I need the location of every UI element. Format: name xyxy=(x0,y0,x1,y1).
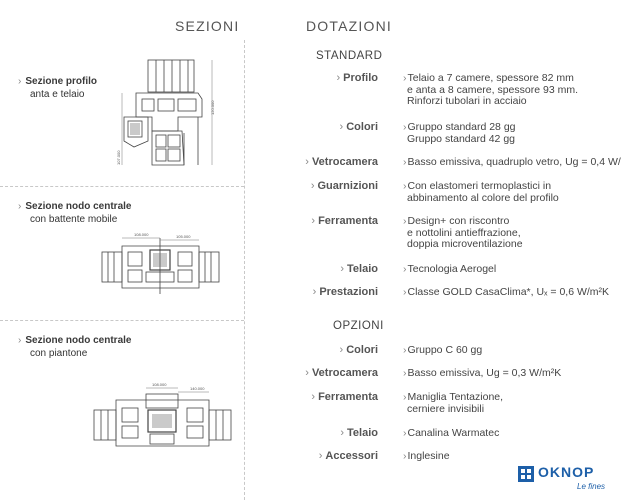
opzioni-subheading: OPZIONI xyxy=(333,320,384,332)
standard-label-colori xyxy=(340,121,378,133)
arrow-icon: › xyxy=(340,427,345,439)
row-label-text: Colori xyxy=(346,121,378,133)
value-line: Gruppo standard 42 gg xyxy=(407,132,515,145)
standard-subheading: STANDARD xyxy=(316,50,383,62)
value-line: Design+ con riscontro xyxy=(407,215,510,227)
standard-value-colori xyxy=(403,122,516,145)
profile-section-drawing xyxy=(118,55,218,180)
standard-value-prestazioni xyxy=(403,287,609,299)
standard-label-vetrocamera xyxy=(305,156,378,168)
logo-tagline: Le fines xyxy=(577,482,606,491)
opzioni-value-vetrocamera xyxy=(403,368,561,380)
central-node-battente-drawing xyxy=(98,230,223,298)
arrow-icon: › xyxy=(18,335,22,346)
standard-label-ferramenta xyxy=(311,215,378,227)
arrow-icon: › xyxy=(339,121,344,133)
arrow-icon: › xyxy=(403,427,407,439)
value-line: e anta a 8 camere, spessore 93 mm. xyxy=(407,83,578,96)
arrow-icon: › xyxy=(339,344,344,356)
arrow-icon: › xyxy=(340,263,345,275)
row-label-text: Prestazioni xyxy=(319,286,378,298)
value-line: Rinforzi tubolari in acciaio xyxy=(407,95,527,107)
row-label-text: Ferramenta xyxy=(318,215,378,227)
dimension-label: 108.000 xyxy=(134,232,149,237)
opzioni-label-telaio xyxy=(340,427,378,439)
dimension-label: 140.000 xyxy=(190,386,205,391)
row-label-text: Profilo xyxy=(343,72,378,84)
standard-label-guarnizioni xyxy=(311,180,378,192)
row-label-text: Telaio xyxy=(347,427,378,439)
value-line: Canalina Warmatec xyxy=(407,427,500,439)
arrow-icon: › xyxy=(305,156,309,168)
value-line: e nottolini antieffrazione, xyxy=(407,226,521,239)
logo-name: OKNOP xyxy=(538,464,595,480)
value-line: Inglesine xyxy=(407,450,450,462)
divider xyxy=(0,186,244,187)
arrow-icon: › xyxy=(312,286,317,298)
arrow-icon: › xyxy=(403,367,407,379)
value-line: Basso emissiva, Ug = 0,3 W/m²K xyxy=(407,367,562,379)
value-line: Basso emissiva, quadruplo vetro, Ug = 0,4 W/ xyxy=(407,156,621,168)
standard-label-telaio xyxy=(340,263,378,275)
arrow-icon: › xyxy=(403,450,407,462)
section-label-profilo: › Sezione profilo anta e telaio xyxy=(18,76,98,100)
standard-value-guarnizioni xyxy=(403,181,559,204)
row-label-text: Telaio xyxy=(347,263,378,275)
dimension-label: 107.000 xyxy=(116,150,121,165)
opzioni-label-accessori xyxy=(319,450,378,462)
arrow-icon: › xyxy=(310,180,315,192)
section-label-nodo-battente: › Sezione nodo centrale con battente mobile xyxy=(18,201,132,225)
standard-value-telaio xyxy=(403,264,496,276)
section-label-nodo-piantone: › Sezione nodo centrale con piantone xyxy=(18,335,132,359)
value-line: Classe GOLD CasaClima*, Uₓ = 0,6 W/m²K xyxy=(407,286,610,298)
arrow-icon: › xyxy=(403,156,407,168)
sezioni-heading: SEZIONI xyxy=(175,18,240,34)
logo-icon xyxy=(518,466,534,482)
arrow-icon: › xyxy=(311,215,316,227)
arrow-icon: › xyxy=(403,215,407,227)
value-line: Con elastomeri termoplastici in xyxy=(407,180,552,192)
opzioni-label-vetrocamera xyxy=(305,367,378,379)
column-divider xyxy=(244,40,245,500)
opzioni-label-ferramenta xyxy=(311,391,378,403)
arrow-icon: › xyxy=(305,367,309,379)
row-label-text: Vetrocamera xyxy=(311,367,378,379)
opzioni-value-colori xyxy=(403,345,482,357)
value-line: doppia microventilazione xyxy=(407,238,523,250)
arrow-icon: › xyxy=(403,72,407,84)
value-line: abbinamento al colore del profilo xyxy=(407,191,559,204)
central-node-piantone-drawing xyxy=(90,378,235,456)
dimension-label: 120.000 xyxy=(210,100,215,115)
dimension-label: 105.000 xyxy=(176,234,191,239)
value-line: Tecnologia Aerogel xyxy=(407,263,497,275)
row-label-text: Vetrocamera xyxy=(311,156,378,168)
arrow-icon: › xyxy=(403,180,407,192)
value-line: Maniglia Tentazione, xyxy=(407,391,504,403)
row-label-text: Guarnizioni xyxy=(317,180,378,192)
opzioni-value-ferramenta xyxy=(403,392,503,415)
value-line: cerniere invisibili xyxy=(407,402,485,415)
value-line: Gruppo C 60 gg xyxy=(407,344,483,356)
row-label-text: Colori xyxy=(346,344,378,356)
arrow-icon: › xyxy=(318,450,323,462)
arrow-icon: › xyxy=(336,72,341,84)
standard-label-profilo xyxy=(336,72,378,84)
standard-label-prestazioni xyxy=(313,286,378,298)
row-label-text: Ferramenta xyxy=(318,391,378,403)
arrow-icon: › xyxy=(403,263,407,275)
standard-value-ferramenta xyxy=(403,216,523,251)
arrow-icon: › xyxy=(403,344,407,356)
arrow-icon: › xyxy=(18,76,22,87)
arrow-icon: › xyxy=(403,286,407,298)
opzioni-value-accessori xyxy=(403,451,450,463)
value-line: Gruppo standard 28 gg xyxy=(407,121,516,133)
value-line: Telaio a 7 camere, spessore 82 mm xyxy=(407,72,574,84)
arrow-icon: › xyxy=(18,201,22,212)
arrow-icon: › xyxy=(403,121,407,133)
arrow-icon: › xyxy=(311,391,316,403)
opzioni-value-telaio xyxy=(403,428,499,440)
standard-value-vetrocamera xyxy=(403,157,621,169)
divider xyxy=(0,320,244,321)
arrow-icon: › xyxy=(403,391,407,403)
opzioni-label-colori xyxy=(340,344,378,356)
dimension-label: 108.000 xyxy=(152,382,167,387)
standard-value-profilo xyxy=(403,73,578,108)
row-label-text: Accessori xyxy=(325,450,378,462)
dotazioni-heading: DOTAZIONI xyxy=(306,18,392,34)
